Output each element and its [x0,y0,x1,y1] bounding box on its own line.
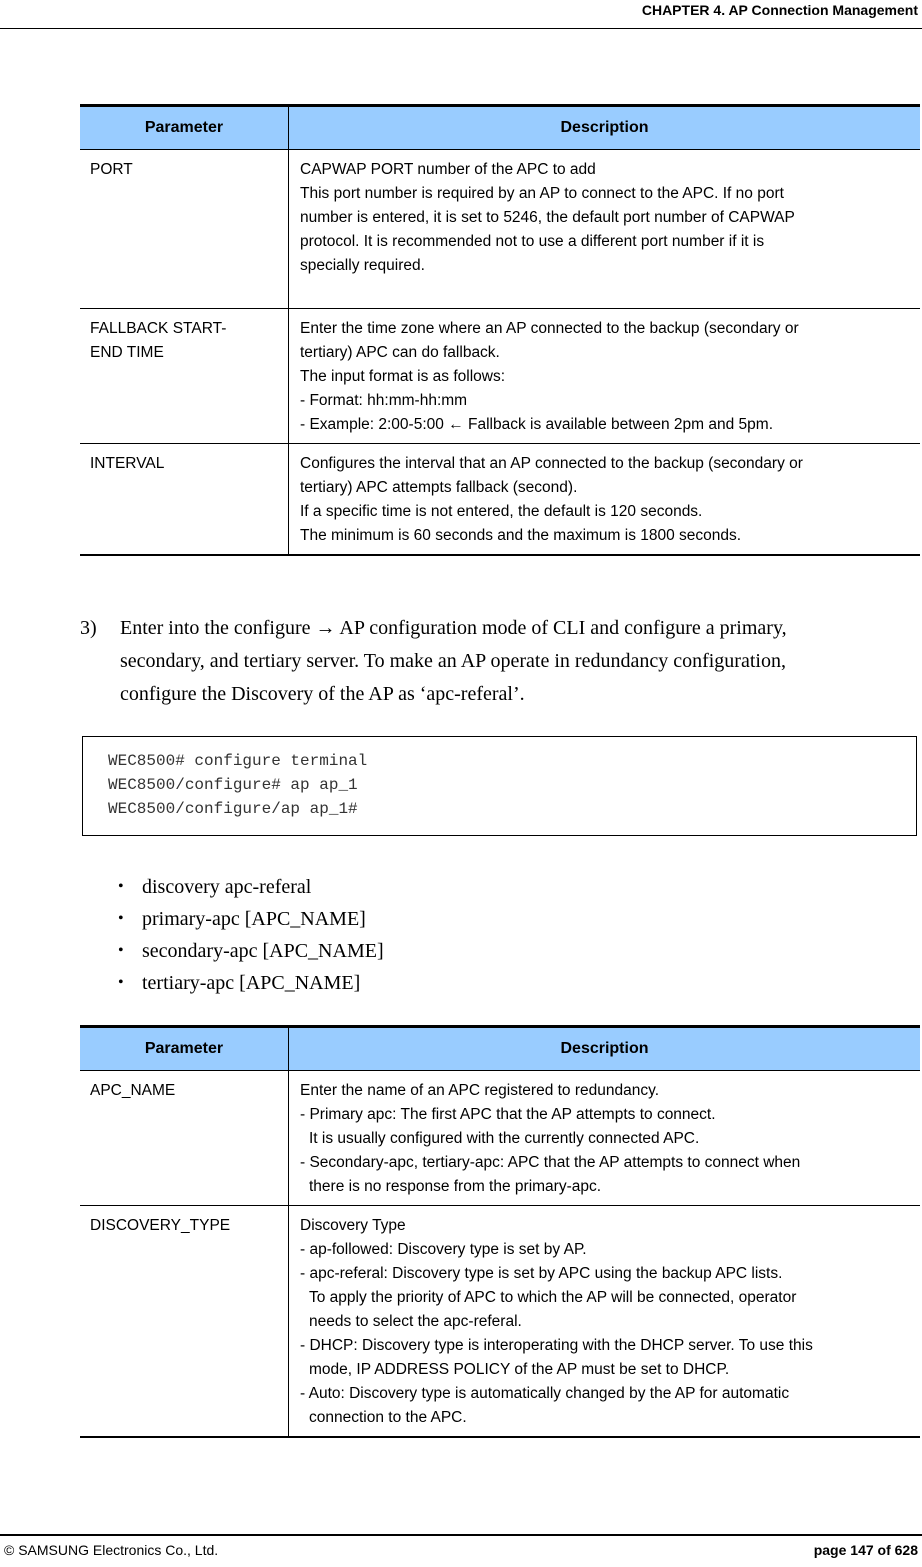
desc-line: needs to select the apc-referal. [309,1313,522,1330]
cli-code-block [82,736,917,836]
step-line: Enter into the configure → AP configuration mode of CLI and configure a primary, [120,617,787,639]
param-cell [80,1206,289,1438]
step-3 [80,612,910,711]
param-cell [80,444,289,556]
desc-line: Enter the name of an APC registered to redundancy. [300,1082,660,1099]
desc-line: - DHCP: Discovery type is interoperating with the DHCP server. To use this [300,1337,813,1354]
desc-cell [289,309,921,444]
step-number: 3) [80,617,97,639]
param-text: APC_NAME [90,1082,176,1099]
desc-line: Discovery Type [300,1217,406,1234]
desc-cell [289,150,921,309]
code-line: WEC8500/configure# ap ap_1 [108,776,358,794]
desc-line: specially required. [300,257,425,274]
code-line: WEC8500# configure terminal [108,752,368,770]
chapter-title: CHAPTER 4. AP Connection Management [641,2,918,18]
desc-line: - Secondary-apc, tertiary-apc: APC that the AP attempts to connect when [300,1154,801,1171]
desc-cell [289,1206,921,1438]
desc-line: tertiary) APC can do fallback. [300,344,500,361]
param-cell [80,309,289,444]
table-row [80,1071,920,1206]
table-row [80,309,920,444]
desc-line: protocol. It is recommended not to use a different port number if it is [300,233,765,250]
code-line: WEC8500/configure/ap ap_1# [108,800,358,818]
column-header-parameter: Parameter [80,1027,289,1071]
param-cell [80,1071,289,1206]
parameter-table-2 [80,1025,920,1438]
list-item: • secondary-apc [APC_NAME] [118,935,384,967]
table-row [80,1206,920,1438]
desc-line: This port number is required by an AP to connect to the APC. If no port [300,185,784,202]
list-item: • tertiary-apc [APC_NAME] [118,967,384,999]
desc-line: If a specific time is not entered, the default is 120 seconds. [300,503,703,520]
parameter-table-1 [80,104,920,556]
desc-line: - ap-followed: Discovery type is set by AP. [300,1241,587,1258]
desc-line: To apply the priority of APC to which the AP will be connected, operator [309,1289,797,1306]
desc-line: It is usually configured with the currently connected APC. [309,1130,700,1147]
desc-line: The minimum is 60 seconds and the maximum is 1800 seconds. [300,527,742,544]
desc-line: - Primary apc: The first APC that the AP attempts to connect. [300,1106,716,1123]
step-line: configure the Discovery of the AP as ‘apc-referal’. [120,683,525,705]
desc-line: connection to the APC. [309,1409,467,1426]
column-header-description: Description [289,106,921,150]
page-header [0,0,922,29]
list-item: • primary-apc [APC_NAME] [118,903,384,935]
desc-line: mode, IP ADDRESS POLICY of the AP must be set to DHCP. [309,1361,730,1378]
desc-line: Enter the time zone where an AP connected to the backup (secondary or [300,320,799,337]
param-text: INTERVAL [90,455,165,472]
desc-cell [289,1071,921,1206]
desc-line: - Auto: Discovery type is automatically changed by the AP for automatic [300,1385,790,1402]
step-line: secondary, and tertiary server. To make an AP operate in redundancy configuration, [120,650,786,672]
desc-line: - Format: hh:mm-hh:mm [300,392,468,409]
desc-line: CAPWAP PORT number of the APC to add [300,161,596,178]
desc-cell [289,444,921,556]
column-header-parameter: Parameter [80,106,289,150]
desc-line: there is no response from the primary-apc. [309,1178,602,1195]
column-header-description: Description [289,1027,921,1071]
param-text: END TIME [90,344,164,361]
desc-line: Configures the interval that an AP connected to the backup (secondary or [300,455,803,472]
copyright-text: © SAMSUNG Electronics Co., Ltd. [4,1542,219,1558]
table-row [80,444,920,556]
table-header-row [80,1027,920,1071]
desc-line: - apc-referal: Discovery type is set by APC using the backup APC lists. [300,1265,783,1282]
desc-line: The input format is as follows: [300,368,506,385]
page-number: page 147 of 628 [813,1542,918,1558]
table-row [80,150,920,309]
table-header-row [80,106,920,150]
page-footer [0,1534,922,1567]
desc-line: - Example: 2:00-5:00 ← Fallback is available between 2pm and 5pm. [300,416,773,433]
param-text: PORT [90,161,133,178]
param-text: DISCOVERY_TYPE [90,1217,231,1234]
desc-line: number is entered, it is set to 5246, the default port number of CAPWAP [300,209,795,226]
list-item: • discovery apc-referal [118,871,384,903]
command-bullet-list [118,871,384,999]
desc-line: tertiary) APC attempts fallback (second). [300,479,578,496]
param-cell [80,150,289,309]
param-text: FALLBACK START- [90,320,227,337]
